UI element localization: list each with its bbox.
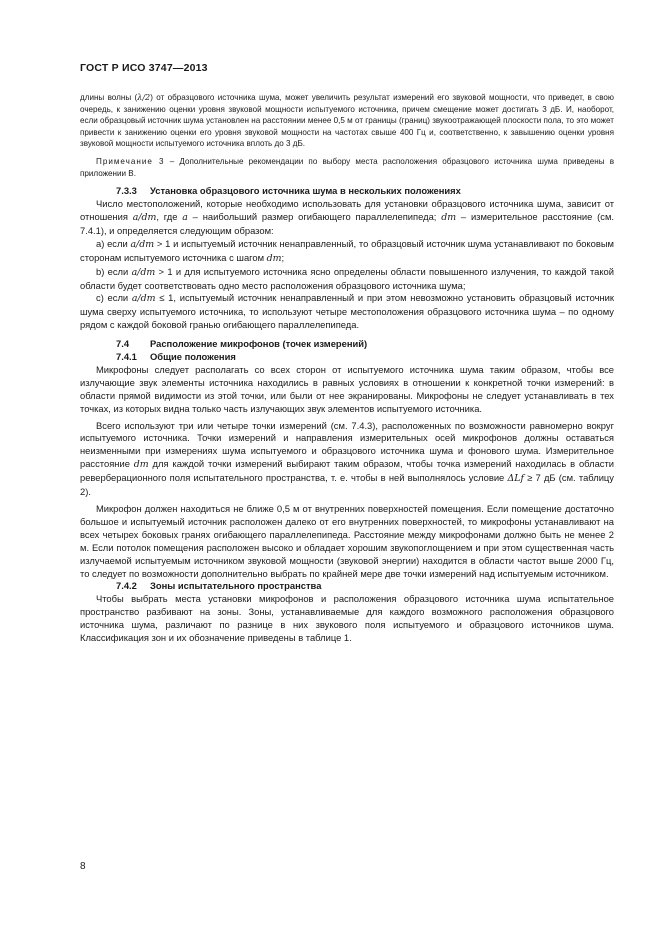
document-header: ГОСТ Р ИСО 3747—2013 — [80, 62, 208, 74]
section-heading-7-4-1: 7.4.1 Общие положения — [116, 351, 236, 363]
note-label: Примечание 3 — [96, 156, 165, 166]
document-content — [80, 92, 614, 645]
page-number: 8 — [80, 861, 86, 872]
list-item-a: а) если a/dm > 1 и испытуемый источник ненаправленный, то образцовый источник шума устанавливают по боковым сторонам испытуемого источника с шагом dm; — [80, 237, 614, 264]
section-heading-7-4: 7.4 Расположение микрофонов (точек измерений) — [116, 338, 368, 350]
paragraph-7-4-1-microphones: Микрофоны следует располагать со всех сторон от испытуемого источника шума таким образом, чтобы все излучающие звук элементы источника находились в равных условиях в отношении к конкретной точки измерений: в области прямой видимости из этой точки, или были от нее экранированы. Микрофоны не следует устанавливать в тех точках, из которых видна только часть излучающих звук элементов испытуемого источника. — [80, 363, 614, 414]
math-lambda-half: λ/2 — [137, 92, 151, 102]
paragraph-7-4-1-points: Всего используют три или четыре точки измерений (см. 7.4.3), расположенных по возможности равномерно вокруг испытуемого источника. Точки измерений и направления измерительных осей микрофонов должны оставаться неизменными при измерениях шума испытуемого и образцового источника шума и фонового шума. Измерительное расстояние dm для каждой точки измерений выбирают таким образом, чтобы точка измерений находилась в области реверберационного поля испытательного пространства, т. е. чтобы в ней выполнялось условие ΔLf ≥ 7 дБ (см. таблицу 2). — [80, 419, 615, 498]
section-heading-7-4-2: 7.4.2 Зоны испытательного пространства — [116, 580, 322, 592]
paragraph-7-4-2-zones: Чтобы выбрать места установки микрофонов и расположения образцового источника шума испытательное пространство разбивают на зоны. Зоны, устанавливаемые для каждого возможного расположения образцового источника шума, различают по разнице в них звукового поля испытуемого и образцового источников шума. Классификация зон и их обозначение приведены в таблице 1. — [80, 593, 614, 644]
section-heading-7-3-3: 7.3.3 Установка образцового источника шума в нескольких положениях — [116, 185, 461, 197]
paragraph-wavelength: длины волны (λ/2) от образцового источника шума, может увеличить результат измерений его звуковой мощности, что приведет, в свою очередь, к занижению оценки уровня звуковой мощности испытуемого источника, причем смещение может достигать 3 дБ. И, наоборот, если образцовый источник шума установлен на расстоянии менее 0,5 м от границы (границ) звукоотражающей плоскости пола, то это может привести к занижению оценки его уровня звуковой мощности на частотах свыше 400 Гц и, соответственно, к завышению оценки уровня звуковой мощности испытуемого источника вплоть до 3 дБ. — [80, 92, 614, 149]
list-item-b: b) если a/dm > 1 и для испытуемого источника ясно определены области повышенного излучения, то каждой такой области будет соответствовать одно место расположения образцового источника шума; — [80, 265, 614, 291]
paragraph-7-3-3-intro: Число местоположений, которые необходимо использовать для установки образцового источника шума, зависит от отношения a/dm, где a – наибольший размер огибающего параллелепипеда; dm – измерительное расстояние (см. 7.4.1), и определяется следующим образом: — [80, 198, 615, 236]
note-3: Примечание 3 – Дополнительные рекомендации по выбору места расположения образцового источника шума приведены в приложении В. — [80, 156, 614, 178]
list-item-c: с) если a/dm ≤ 1, испытуемый источник ненаправленный и при этом невозможно установить образцовый источник шума сверху испытуемого источника, то используют четыре местоположения образцового источника шума – по одному рядом с каждой боковой гранью огибающего параллелепипеда. — [80, 292, 614, 331]
paragraph-7-4-1-distance: Микрофон должен находиться не ближе 0,5 м от внутренних поверхностей помещения. Если помещение достаточно большое и испытуемый источник расположен далеко от его внутренних поверхностей, то микрофоны устанавливают на всех четырех боковых гранях огибающего параллелепипеда. Расстояние между микрофонами должно быть не менее 2 м. Если потолок помещения расположен высоко и обладает хорошим звукопоглощением и при этом существенная часть излучаемой испытуемым источником звуковой мощности (звуковой энергии) находится в области частот выше 2000 Гц, то следует по возможности дополнительно выбрать по крайней мере две точки измерений над испытуемым источником. — [80, 503, 614, 579]
